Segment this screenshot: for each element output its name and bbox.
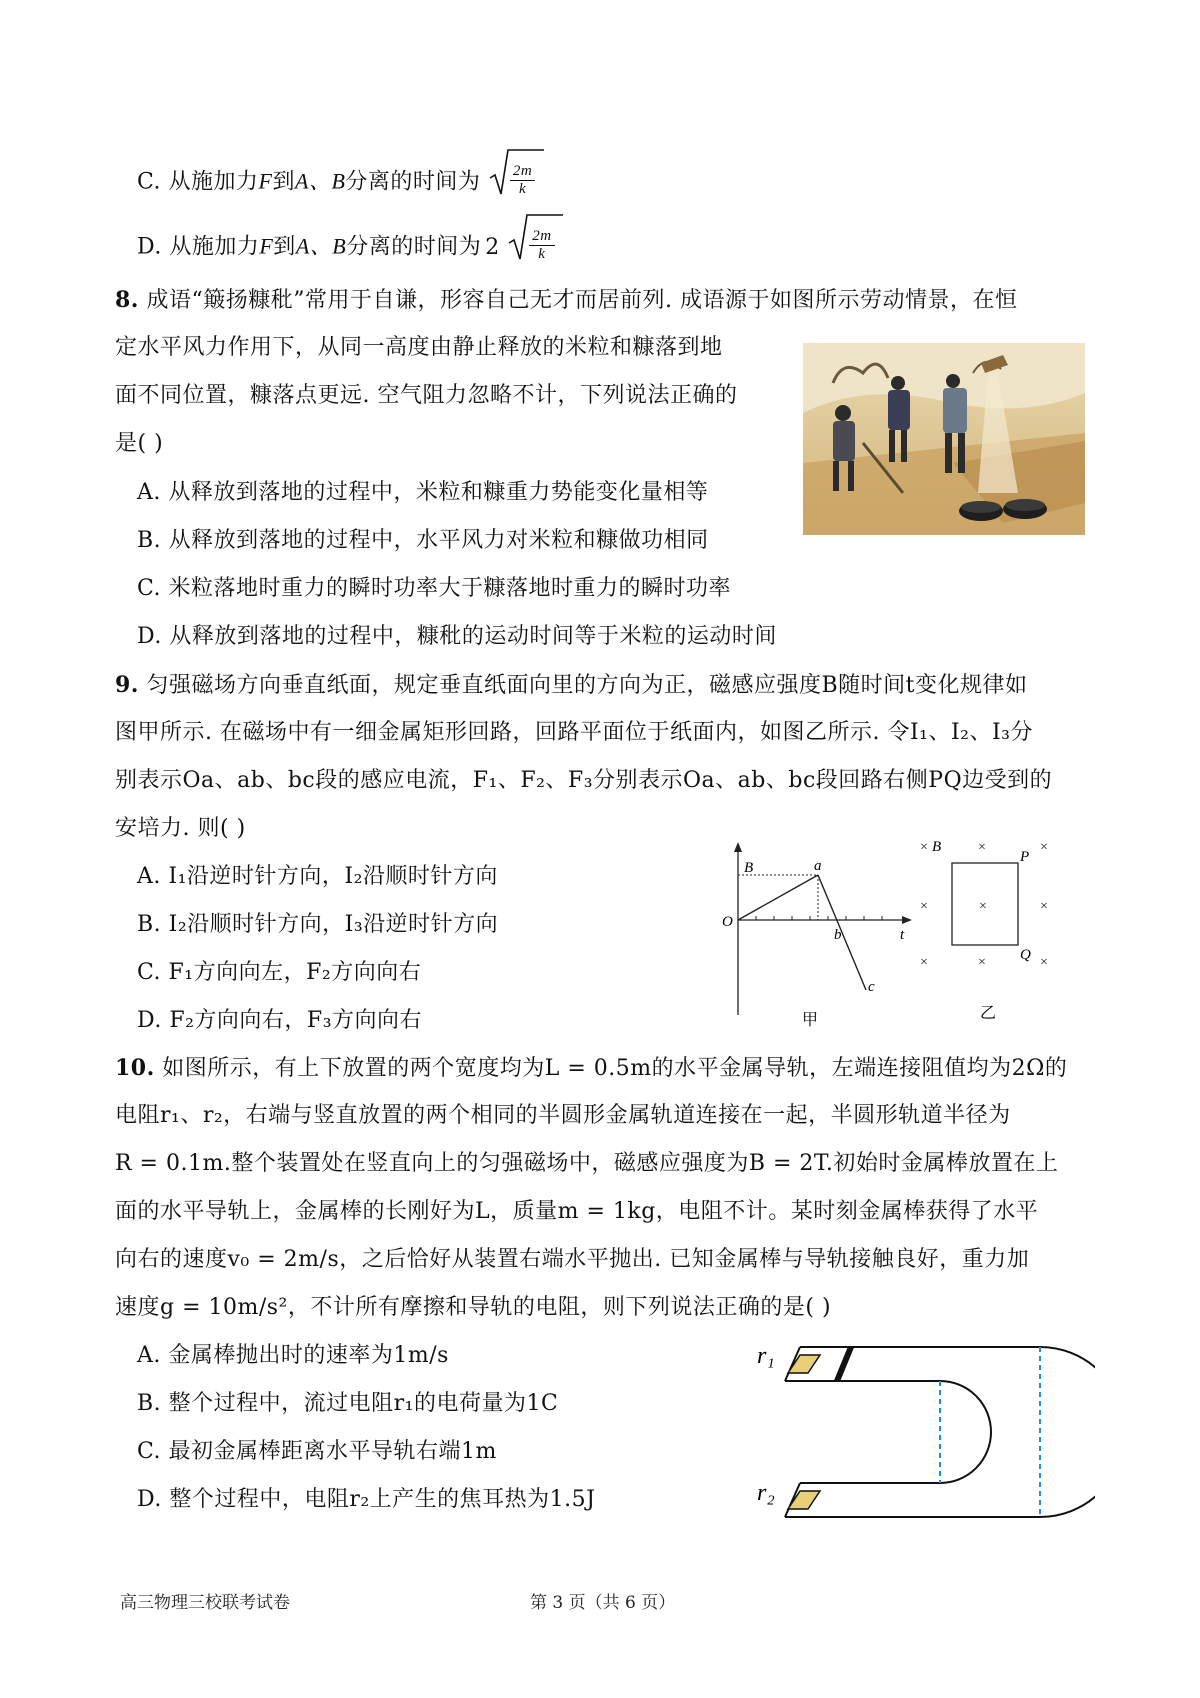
figure-yi-loop — [915, 835, 1075, 1030]
segment-abc — [818, 875, 866, 990]
q10-line-5: 向右的速度v₀ = 2m/s，之后恰好从装置右端水平抛出. 已知金属棒与导轨接触良好，重力加 — [115, 1247, 1030, 1272]
q9-option-c: C. F₁方向向左，F₂方向向右 — [137, 960, 422, 985]
q9-option-b: B. I₂沿顺时针方向，I₃沿逆时针方向 — [137, 912, 499, 937]
q9-line-4: 安培力. 则( ) — [115, 816, 246, 841]
svg-text:×: × — [1040, 955, 1048, 970]
svg-text:×: × — [978, 840, 986, 855]
svg-text:×: × — [1040, 840, 1048, 855]
t-axis-arrow — [902, 916, 912, 924]
q10-text-1: 如图所示，有上下放置的两个宽度均为L = 0.5m的水平金属导轨，左端连接阻值均为2Ω的 — [162, 1056, 1068, 1081]
q10-rail-figure — [755, 1335, 1095, 1530]
winnowing-painting-image — [803, 343, 1085, 535]
fraction — [529, 228, 554, 263]
q8-line-1 — [115, 285, 1017, 316]
sqrt-2m-over-k — [507, 230, 554, 265]
svg-text:×: × — [920, 955, 928, 970]
q7-option-c — [137, 165, 535, 200]
label-Q: Q — [1020, 947, 1031, 963]
label-t: t — [900, 927, 905, 943]
q7-c-label: C. 从施加力 — [137, 169, 259, 195]
var-AB: A、B — [295, 168, 346, 194]
sqrt-2m-over-k — [488, 165, 535, 200]
svg-text:×: × — [979, 899, 987, 914]
q7-d-mid: 到 — [273, 234, 296, 260]
var-F: F — [259, 233, 274, 259]
footer-left: 高三物理三校联考试卷 — [120, 1593, 290, 1613]
fraction — [510, 163, 535, 198]
q7-d-coefficient: 2 — [485, 234, 500, 260]
label-b: b — [834, 927, 842, 943]
frac-numerator: 2m — [529, 228, 554, 246]
q9-option-d: D. F₂方向向右，F₃方向向右 — [137, 1008, 423, 1033]
outer-semicircle — [1040, 1347, 1095, 1517]
label-c: c — [868, 979, 875, 995]
label-r2: r₂ — [757, 1480, 775, 1506]
inner-semicircle — [940, 1381, 991, 1483]
q8-option-c: C. 米粒落地时重力的瞬时功率大于糠落地时重力的瞬时功率 — [137, 576, 732, 601]
q10-line-4: 面的水平导轨上，金属棒的长刚好为L，质量m = 1kg，电阻不计。某时刻金属棒获得了水平 — [115, 1199, 1039, 1224]
q8-option-a: A. 从释放到落地的过程中，米粒和糠重力势能变化量相等 — [137, 480, 709, 505]
q7-c-mid: 到 — [272, 169, 296, 195]
metal-rod — [837, 1347, 851, 1381]
var-F: F — [258, 168, 273, 194]
svg-text:×: × — [920, 899, 928, 914]
q8-line-2: 定水平风力作用下，从同一高度由静止释放的米粒和糠落到地 — [115, 335, 723, 360]
q9-line-2: 图甲所示. 在磁场中有一细金属矩形回路，回路平面位于纸面内，如图乙所示. 令I₁、I₂、I₃分 — [115, 720, 1034, 745]
frac-denominator: k — [538, 246, 546, 262]
q10-line-1 — [115, 1053, 1067, 1084]
q8-number: 8. — [115, 287, 139, 313]
label-P: P — [1020, 849, 1030, 865]
frac-numerator: 2m — [510, 163, 535, 181]
q8-text-1: 成语“簸扬糠秕”常用于自谦，形容自己无才而居前列. 成语源于如图所示劳动情景，在恒 — [146, 288, 1018, 313]
figure-jia-bt-graph — [720, 840, 920, 1030]
label-O: O — [722, 914, 733, 930]
svg-text:×: × — [1040, 899, 1048, 914]
q7-d-label: D. 从施加力 — [137, 234, 260, 260]
footer-page-number: 第 3 页（共 6 页） — [530, 1593, 676, 1613]
q10-option-a: A. 金属棒抛出时的速率为1m/s — [137, 1343, 449, 1368]
caption-yi: 乙 — [980, 1005, 997, 1022]
q10-number: 10. — [115, 1055, 155, 1081]
svg-text:×: × — [978, 955, 986, 970]
q7-option-d — [137, 230, 555, 265]
q9-line-3: 别表示Oa、ab、bc段的感应电流，F₁、F₂、F₃分别表示Oa、ab、bc段回路右侧PQ边受到的 — [115, 768, 1053, 793]
label-a: a — [814, 858, 822, 874]
frac-denominator: k — [519, 181, 527, 197]
q10-option-c: C. 最初金属棒距离水平导轨右端1m — [137, 1439, 497, 1464]
q9-number: 9. — [115, 672, 139, 698]
q7-c-tail: 分离的时间为 — [345, 169, 481, 195]
q8-line-4: 是( ) — [115, 431, 164, 456]
q10-line-3: R = 0.1m.整个装置处在竖直向上的匀强磁场中，磁感应强度为B = 2T.初始时金属棒放置在上 — [115, 1151, 1059, 1176]
caption-jia: 甲 — [802, 1012, 819, 1029]
svg-text:×: × — [920, 840, 928, 855]
q7-d-tail: 分离的时间为 — [346, 234, 482, 260]
q10-option-d: D. 整个过程中，电阻r₂上产生的焦耳热为1.5J — [137, 1487, 596, 1512]
q10-line-2: 电阻r₁、r₂，右端与竖直放置的两个相同的半圆形金属轨道连接在一起，半圆形轨道半径为 — [115, 1103, 1011, 1128]
q9-line-1 — [115, 670, 1027, 701]
label-B: B — [744, 860, 754, 876]
q10-line-6: 速度g = 10m/s²，不计所有摩擦和导轨的电阻，则下列说法正确的是( ) — [115, 1295, 832, 1320]
var-AB: A、B — [295, 233, 347, 259]
y-axis-arrow — [734, 842, 742, 852]
q9-option-a: A. I₁沿逆时针方向，I₂沿顺时针方向 — [137, 864, 498, 889]
q8-line-3: 面不同位置，糠落点更远. 空气阻力忽略不计，下列说法正确的 — [115, 383, 738, 408]
q8-option-d: D. 从释放到落地的过程中，糠秕的运动时间等于米粒的运动时间 — [137, 624, 777, 649]
q8-option-b: B. 从释放到落地的过程中，水平风力对米粒和糠做功相同 — [137, 528, 709, 553]
q9-text-1: 匀强磁场方向垂直纸面，规定垂直纸面向里的方向为正，磁感应强度B随时间t变化规律如 — [146, 673, 1028, 698]
q10-option-b: B. 整个过程中，流过电阻r₁的电荷量为1C — [137, 1391, 559, 1416]
segment-Oa — [738, 875, 818, 920]
label-r1: r₁ — [757, 1343, 775, 1369]
label-B-field: B — [932, 839, 942, 855]
